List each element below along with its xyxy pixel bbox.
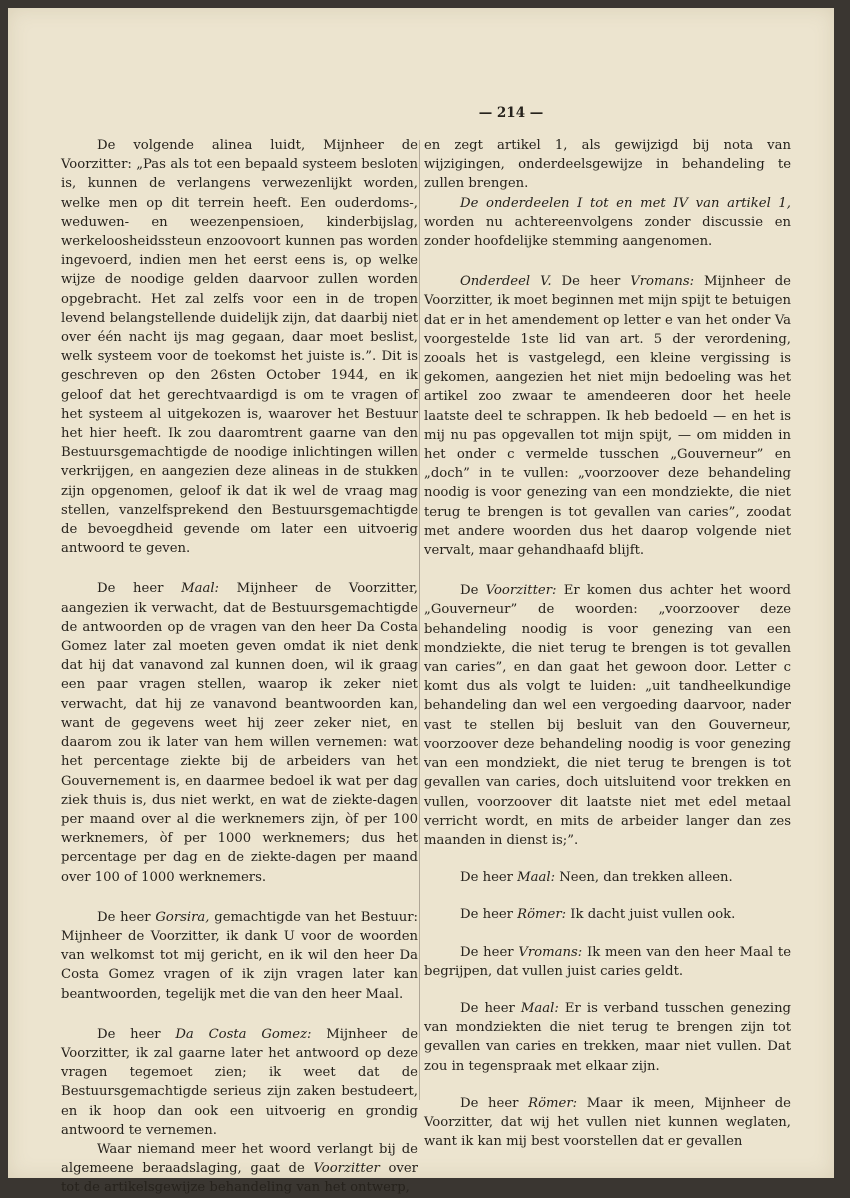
speaker-name: Römer:: [528, 1095, 578, 1111]
speaker-name: Maal:: [520, 1000, 559, 1016]
paragraph: De volgende alinea luidt, Mijnheer de Voorzitter: „Pas als tot een bepaald systeem besloten is, kunnen de verlangens verwezenlijkt worden, welke men op dit terrein heeft. Een ouderdoms-, weduwen- en weezenpensioen, kinderbijslag, werkeloosheidssteun enzoovoort kunnen pas worden ingevoerd, indien men het eerst eens is, op welke wijze de noodige gelden daarvoor zullen worden opgebracht. Het zal zelfs voor een in de tropen levend belangstellende duidelijk zijn, dat daarbij niet over één nacht ijs mag gegaan, daar moet beslist, welk systeem voor de toekomst het juiste is.”. Dit is geschreven op den 26sten October 1944, en ik geloof dat het gerechtvaardigd is om te vragen of het systeem al uitgekozen is, waarover het Bestuur het hier heeft. Ik zou daaromtrent gaarne van den Bestuursgemachtigde de noodige inlichtingen willen verkrijgen, en aangezien deze alineas in de stukken zijn opgenomen, geloof ik dat ik wel de vraag mag stellen, vanzelfsprekend den Bestuursgemachtigde de bevoegdheid gevende om later een uitvoerig antwoord te geven.: [61, 138, 418, 557]
paragraph: De heer Vromans: Ik meen van den heer Maal te begrijpen, dat vullen juist caries geldt.: [424, 944, 791, 979]
paragraph: Onderdeel V. De heer Vromans: Mijnheer de Voorzitter, ik moet beginnen met mijn spijt te betuigen dat er in het amendement op letter e van het onder Va voorgestelde 1ste lid van art. 5 der verordening, zooals het is vastgelegd, een kleine vergissing is gekomen, aangezien het niet mijn bedoeling was het artikel zoo zwaar te amendeeren door het heele laatste deel te schrappen. Ik heb bedoeld — en het is mij nu pas opgevallen tot mijn spijt, — om midden in het onder c vermelde tusschen „Gouverneur” en „doch” in te vullen: „voorzoover deze behandeling noodig is voor genezing van een mondziekte, die niet terug te brengen is tot gevallen van caries”, zoodat met andere woorden dus het daarop volgende niet vervalt, maar gehandhaafd blijft.: [424, 274, 791, 559]
paragraph: De heer Römer: Ik dacht juist vullen ook.: [460, 907, 736, 923]
speaker-name: Vromans:: [518, 944, 583, 960]
right-column: [424, 136, 791, 1151]
speaker-name: Gorsira,: [155, 909, 210, 925]
speaker-name: Voorzitter:: [485, 583, 557, 599]
page-number: — 214 —: [478, 105, 544, 121]
left-column: [61, 136, 418, 1198]
document-page: [8, 8, 834, 1196]
paragraph: en zegt artikel 1, als gewijzigd bij nota van wijzigingen, onderdeelsgewijze in behandeling te zullen brengen.: [424, 138, 791, 192]
paragraph: De heer Gorsira, gemachtigde van het Bestuur: Mijnheer de Voorzitter, ik dank U voor de woorden van welkomst tot mij gericht, en ik wil den heer Da Costa Gomez vragen of ik zijn vragen later kan beantwoorden, tegelijk met die van den heer Maal.: [61, 909, 419, 1002]
paragraph: De onderdeelen I tot en met IV van artikel 1, worden nu achtereenvolgens zonder discussie en zonder hoofdelijke stemming aangenomen.: [424, 195, 791, 250]
section-heading: De onderdeelen I tot en met IV van artikel 1,: [460, 195, 791, 211]
speaker-name: Da Costa Gomez:: [175, 1026, 312, 1042]
speaker-name: Römer:: [517, 907, 567, 923]
paragraph: Waar niemand meer het woord verlangt bij de algemeene beraadslaging, gaat de Voorzitter over tot de artikelsgewijze behandeling van het ontwerp,: [61, 1141, 418, 1196]
section-heading: Onderdeel V.: [460, 274, 552, 290]
speaker-name: Maal:: [181, 581, 219, 597]
speaker-name: Maal:: [517, 870, 556, 886]
speaker-name: Vromans:: [630, 274, 695, 290]
column-divider: [419, 140, 420, 1100]
paragraph: De heer Maal: Neen, dan trekken alleen.: [460, 870, 733, 886]
paragraph: De Voorzitter: Er komen dus achter het woord „Gouverneur” de woorden: „voorzoover deze behandeling noodig is voor genezing van een mondziekte, die niet terug te brengen is tot gevallen van caries”, en dan gaat het gewoon door. Letter c komt dus als volgt te luiden: „uit tandheelkundige behandeling dan wel een vergoeding daarvoor, nader vast te stellen bij besluit van den Gouverneur, voorzoover deze behandeling noodig is voor genezing van een mondziekt, die niet terug te brengen is tot gevallen van caries, doch uitsluitend voor trekken en vullen, voorzoover dit laatste niet met edel metaal verricht wordt, en mits de arbeider langer dan zes maanden in dienst is;”.: [424, 583, 791, 848]
speaker-name: Voorzitter: [313, 1161, 380, 1177]
paragraph: De heer Maal: Er is verband tusschen genezing van mondziekten die niet terug te brengen zijn tot gevallen van caries en trekken, maar niet vullen. Dat zou in tegenspraak met elkaar zijn.: [424, 1000, 791, 1074]
paragraph: De heer Da Costa Gomez: Mijnheer de Voorzitter, ik zal gaarne later het antwoord op deze vragen tegemoet zien; ik weet dat de Bestuursgemachtigde serieus zijn zaken bestudeert, en ik hoop dan ook een uitvoerig en grondig antwoord te vernemen.: [61, 1026, 419, 1138]
paragraph: De heer Maal: Mijnheer de Voorzitter, aangezien ik verwacht, dat de Bestuursgemachtigde de antwoorden op de vragen van den heer Da Costa Gomez later zal moeten geven omdat ik niet denk dat hij dat vanavond zal kunnen doen, wil ik graag een paar vragen stellen, waarop ik zeker niet verwacht, dat hij ze vanavond beantwoorden kan, want de gegevens weet hij zeer zeker niet, en daarom zou ik later van hem willen vernemen: wat het percentage ziekte bij de arbeiders van het Gouvernement is, en daarmee bedoel ik wat per dag ziek thuis is, dus niet werkt, en wat de ziekte-dagen per maand over al die werknemers zijn, òf per 100 werknemers, òf per 1000 werknemers; dus het percentage per dag en de ziekte-dagen per maand over 100 of 1000 werknemers.: [61, 581, 419, 885]
paragraph: De heer Römer: Maar ik meen, Mijnheer de Voorzitter, dat wij het vullen niet kunnen weglaten, want ik kan mij best voorstellen dat er gevallen: [424, 1095, 791, 1150]
